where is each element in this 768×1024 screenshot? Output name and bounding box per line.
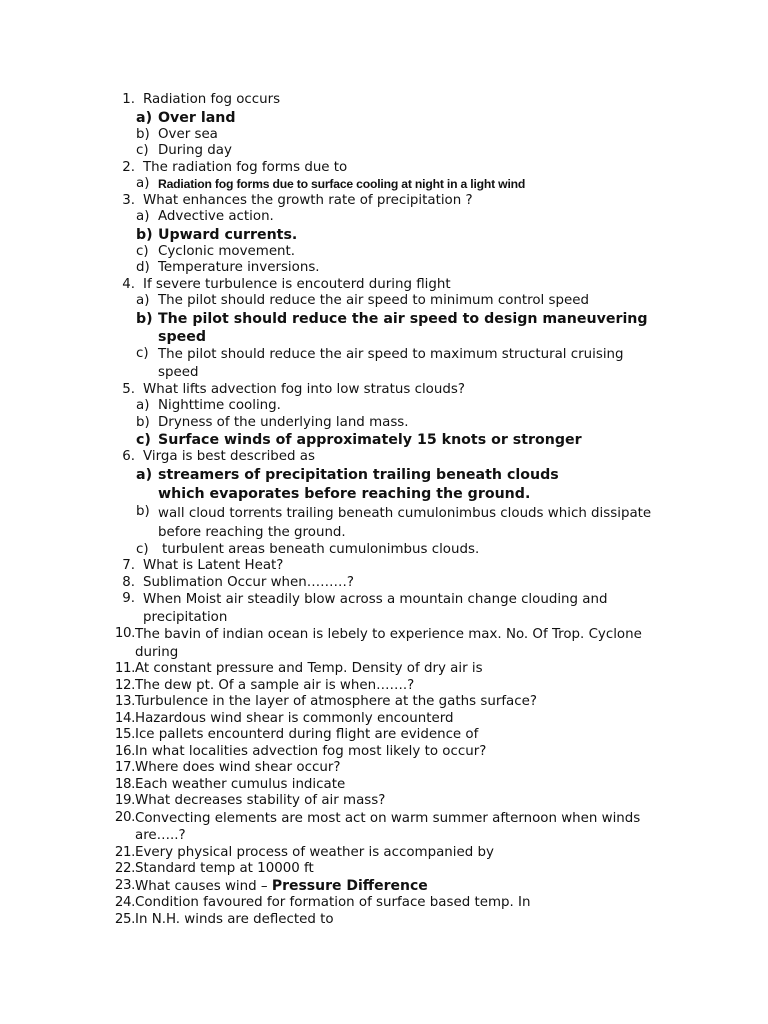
question-text: If severe turbulence is encouterd during flight <box>143 276 451 292</box>
question-number: 11. <box>114 661 135 676</box>
question-text <box>135 744 670 761</box>
question-number: 24. <box>114 895 135 910</box>
question-item <box>0 661 768 678</box>
question-number: 4. <box>122 276 135 292</box>
question-number: 14. <box>114 710 135 726</box>
question-list <box>0 558 768 928</box>
question-item <box>0 591 768 626</box>
option-item <box>0 310 768 346</box>
option-letter: a) <box>136 398 150 413</box>
question-number: 16. <box>114 743 135 759</box>
option-text: The pilot should reduce the air speed to maximum structural cruising speed <box>158 346 624 380</box>
option-item <box>0 431 768 449</box>
question-text-content: What decreases stability of air mass? <box>135 793 386 808</box>
question-text <box>135 727 670 744</box>
question-number: 13. <box>114 694 135 709</box>
option-item <box>0 226 768 244</box>
option-item <box>0 244 768 261</box>
option-item <box>0 542 768 559</box>
question-item <box>0 727 768 744</box>
question-text-content: In what localities advection fog most likely to occur? <box>135 743 487 759</box>
option-text: Over land <box>158 109 236 126</box>
option-text: streamers of precipitation trailing beneath clouds which evaporates before reaching the ground. <box>158 466 559 502</box>
question-text <box>135 878 670 896</box>
option-letter: c) <box>136 143 149 158</box>
option-letter: b) <box>136 414 150 430</box>
option-letter: a) <box>136 293 150 308</box>
option-text: Upward currents. <box>158 226 298 243</box>
question-text <box>135 661 670 678</box>
question-item <box>0 711 768 728</box>
option-item <box>0 176 768 193</box>
question-text-content: Convecting elements are most act on warm summer afternoon when winds are…..? <box>135 810 641 843</box>
question-text <box>135 694 670 711</box>
question-item <box>0 878 768 896</box>
option-letter: b) <box>136 503 150 519</box>
question-text-content: What is Latent Heat? <box>143 558 284 573</box>
question-text-content: Standard temp at 10000 ft <box>135 861 314 876</box>
question-text: The radiation fog forms due to <box>143 159 348 175</box>
question-item <box>0 575 768 592</box>
question-number: 6. <box>122 449 135 464</box>
question-text-content: Each weather cumulus indicate <box>135 776 346 792</box>
option-item <box>0 143 768 160</box>
option-letter: c) <box>136 432 151 448</box>
option-text: Over sea <box>158 126 218 142</box>
option-text: wall cloud torrents trailing beneath cumulonimbus clouds which dissipate before reaching the ground. <box>158 505 652 540</box>
question-text <box>135 591 678 626</box>
question-text: Virga is best described as <box>143 449 315 464</box>
question-text-content: Every physical process of weather is accompanied by <box>135 844 494 860</box>
option-item <box>0 466 768 504</box>
question-item <box>0 694 768 711</box>
question-number: 10. <box>114 626 135 641</box>
question-number: 5. <box>122 381 135 397</box>
option-item <box>0 504 768 542</box>
option-letter: a) <box>136 176 150 191</box>
question-number: 23. <box>114 877 135 893</box>
question-number: 21. <box>114 844 135 860</box>
option-text: Cyclonic movement. <box>158 243 296 259</box>
question-number: 19. <box>114 793 135 808</box>
question-item <box>0 558 768 575</box>
option-text: The pilot should reduce the air speed to design maneuvering speed <box>158 310 648 345</box>
question-item <box>0 760 768 777</box>
option-letter: a) <box>136 209 150 224</box>
option-letter: b) <box>136 126 150 142</box>
question-number: 2. <box>122 159 135 175</box>
question-item <box>0 793 768 810</box>
option-letter: c) <box>136 541 149 557</box>
question-item <box>0 777 768 794</box>
option-item <box>0 209 768 226</box>
question-text-content: Ice pallets encounterd during flight are evidence of <box>135 727 479 742</box>
question-item <box>0 382 768 399</box>
question-text <box>135 845 670 862</box>
question-item <box>0 277 768 294</box>
question-number: 20. <box>114 809 135 825</box>
question-text-content: Turbulence in the layer of atmosphere at the gaths surface? <box>135 694 537 709</box>
question-text: Radiation fog occurs <box>143 92 281 107</box>
question-item <box>0 895 768 912</box>
question-item <box>0 678 768 695</box>
option-text: Dryness of the underlying land mass. <box>158 414 409 430</box>
question-item <box>0 744 768 761</box>
question-document <box>0 92 768 928</box>
question-text <box>135 558 678 575</box>
question-number: 12. <box>114 677 135 693</box>
question-text-content: The dew pt. Of a sample air is when…….? <box>135 677 415 693</box>
question-item <box>0 626 768 661</box>
question-item <box>0 845 768 862</box>
question-number: 1. <box>122 92 135 107</box>
question-text-content: In N.H. winds are deflected to <box>135 911 334 927</box>
question-text <box>135 760 670 777</box>
option-item <box>0 346 768 382</box>
question-text-content: The bavin of indian ocean is lebely to experience max. No. Of Trop. Cyclone during <box>135 627 642 660</box>
option-text: During day <box>158 143 232 158</box>
option-text: Temperature inversions. <box>158 260 320 275</box>
question-text: What enhances the growth rate of precipitation ? <box>143 192 473 208</box>
option-letter: a) <box>136 466 153 483</box>
question-text-content: Condition favoured for formation of surface based temp. In <box>135 895 531 910</box>
option-letter: a) <box>136 109 153 126</box>
question-text-content: At constant pressure and Temp. Density of dry air is <box>135 661 483 676</box>
question-text-content: Where does wind shear occur? <box>135 760 341 775</box>
question-item <box>0 449 768 466</box>
question-number: 25. <box>114 911 135 927</box>
option-item <box>0 293 768 310</box>
question-text <box>135 711 670 728</box>
option-item <box>0 260 768 277</box>
option-text: Surface winds of approximately 15 knots or stronger <box>158 432 582 448</box>
question-text-content: Sublimation Occur when………? <box>143 574 355 590</box>
question-text <box>135 777 670 794</box>
question-item <box>0 861 768 878</box>
option-item <box>0 127 768 144</box>
question-text <box>135 895 670 912</box>
question-item <box>0 193 768 210</box>
question-text <box>135 793 670 810</box>
option-letter: c) <box>136 243 149 259</box>
option-letter: b) <box>136 310 153 327</box>
question-text: What lifts advection fog into low stratus clouds? <box>143 381 465 397</box>
question-number: 7. <box>122 558 135 573</box>
question-text <box>135 912 670 929</box>
question-text <box>135 626 670 661</box>
option-letter: c) <box>136 345 149 361</box>
question-number: 18. <box>114 776 135 792</box>
option-item <box>0 398 768 415</box>
option-item <box>0 415 768 432</box>
option-text: The pilot should reduce the air speed to minimum control speed <box>158 293 589 308</box>
option-text: Advective action. <box>158 209 274 224</box>
question-number: 9. <box>122 591 135 606</box>
option-text: Radiation fog forms due to surface cooling at night in a light wind <box>158 177 526 191</box>
question-text <box>135 678 670 695</box>
question-number: 22. <box>114 861 135 876</box>
question-number: 17. <box>114 760 135 775</box>
question-item <box>0 92 768 109</box>
answer-text: Pressure Difference <box>271 877 428 894</box>
question-text-content: When Moist air steadily blow across a mountain change clouding and precipitation <box>143 592 608 625</box>
question-number: 8. <box>122 574 135 590</box>
question-item <box>0 160 768 177</box>
option-letter: b) <box>136 226 153 243</box>
question-item <box>0 912 768 929</box>
option-text: Nighttime cooling. <box>158 398 281 413</box>
option-letter: d) <box>136 260 150 275</box>
question-number: 3. <box>122 192 135 208</box>
option-text: turbulent areas beneath cumulonimbus clouds. <box>162 541 480 557</box>
question-text-content: Hazardous wind shear is commonly encounterd <box>135 710 454 726</box>
question-item <box>0 810 768 845</box>
question-number: 15. <box>114 727 135 742</box>
question-text <box>135 575 678 592</box>
question-text-content: What causes wind – <box>135 878 272 894</box>
question-text <box>135 810 670 845</box>
option-item <box>0 109 768 127</box>
question-text <box>135 861 670 878</box>
